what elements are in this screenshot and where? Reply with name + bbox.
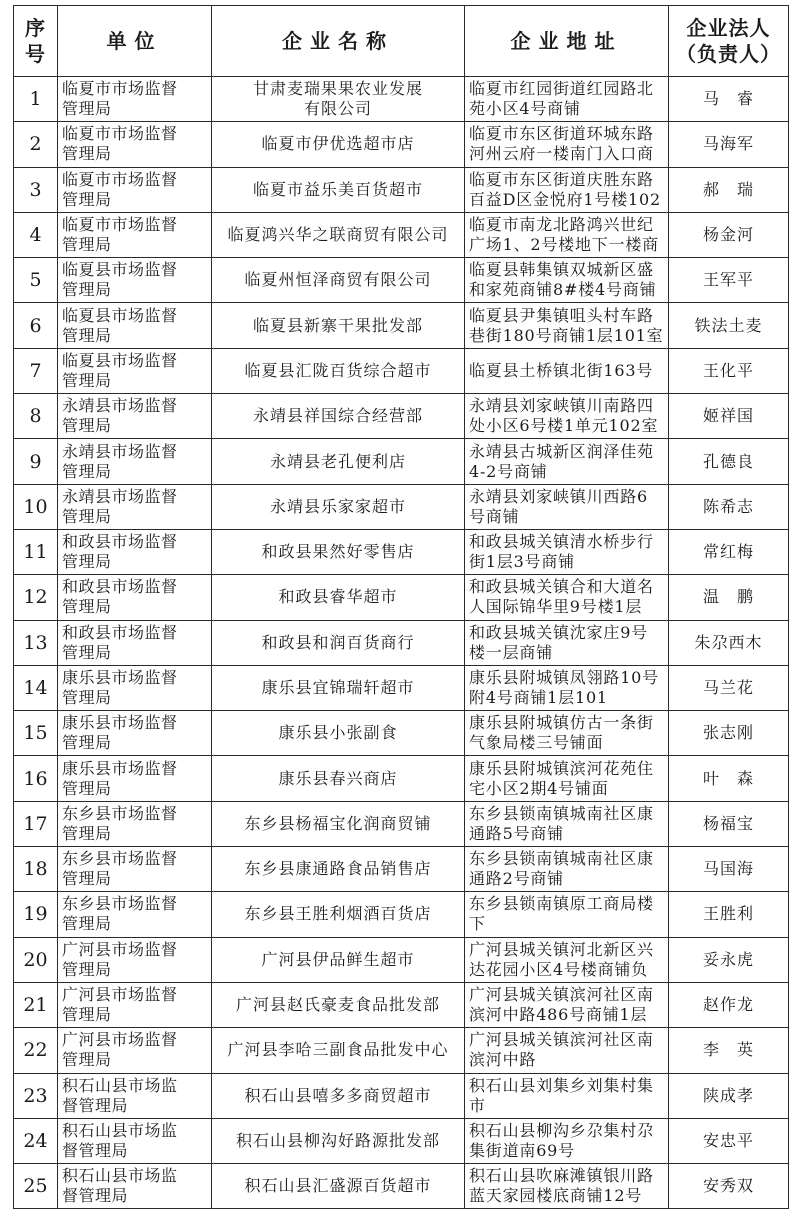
row-number-cell: 10 — [14, 484, 58, 529]
unit-cell — [58, 575, 212, 620]
row-number-cell: 2 — [14, 122, 58, 167]
enterprise-address-cell — [465, 529, 669, 574]
legal-person-cell: 王军平 — [669, 258, 789, 303]
unit-text-line: 和政县市场监督 — [62, 622, 178, 642]
row-number-cell: 19 — [14, 892, 58, 937]
legal-person-cell: 李 英 — [669, 1028, 789, 1073]
unit-text-line: 永靖县市场监督 — [62, 441, 178, 461]
row-number-cell: 9 — [14, 439, 58, 484]
unit-cell — [58, 847, 212, 892]
enterprise-address-line: 河州云府一楼南门入口商 — [469, 144, 654, 164]
legal-person-cell: 陕成孝 — [669, 1073, 789, 1118]
row-number-cell: 24 — [14, 1118, 58, 1163]
enterprise-address-line: 达花园小区4号楼商铺负 — [469, 959, 648, 979]
unit-text-line: 管理局 — [62, 642, 112, 662]
unit-cell — [58, 756, 212, 801]
enterprise-address-cell — [465, 756, 669, 801]
legal-person-cell: 张志刚 — [669, 711, 789, 756]
legal-person-cell: 常红梅 — [669, 529, 789, 574]
header-no-line-1: 序 — [25, 16, 46, 40]
header-no-line-2: 号 — [25, 42, 46, 66]
enterprise-name-cell — [212, 847, 465, 892]
table-row — [14, 77, 789, 122]
table-row — [14, 1118, 789, 1163]
unit-text-line: 广河县市场监督 — [62, 939, 178, 959]
header-name-label: 企业名称 — [282, 29, 394, 53]
unit-text-line: 临夏县市场监督 — [62, 305, 178, 325]
enterprise-name-cell — [212, 937, 465, 982]
unit-text-line: 和政县市场监督 — [62, 577, 178, 597]
table-row — [14, 620, 789, 665]
enterprise-address-cell — [465, 439, 669, 484]
enterprise-address-cell — [465, 1118, 669, 1163]
enterprise-address-line: 永靖县古城新区润泽佳苑 — [469, 441, 654, 461]
unit-cell — [58, 167, 212, 212]
unit-cell — [58, 711, 212, 756]
legal-person-cell: 赵作龙 — [669, 982, 789, 1027]
enterprise-name-line: 积石山县嘻多多商贸超市 — [244, 1085, 432, 1105]
legal-person-cell: 马国海 — [669, 847, 789, 892]
enterprise-address-line: 临夏市南龙北路鸿兴世纪 — [469, 215, 654, 235]
unit-cell — [58, 77, 212, 122]
enterprise-address-line: 广河县城关镇滨河社区南 — [469, 1030, 654, 1050]
unit-cell — [58, 258, 212, 303]
table-row — [14, 484, 789, 529]
enterprise-address-line: 附4号商铺1层101 — [469, 688, 608, 707]
enterprise-address-line: 滨河中路 — [469, 1050, 537, 1070]
enterprise-address-cell — [465, 258, 669, 303]
unit-text-line: 临夏县市场监督 — [62, 260, 178, 280]
unit-text-line: 临夏县市场监督 — [62, 350, 178, 370]
enterprise-address-cell — [465, 348, 669, 393]
enterprise-name-line: 甘肃麦瑞果果农业发展 — [252, 79, 423, 99]
enterprise-name-line: 积石山县汇盛源百货超市 — [244, 1176, 432, 1196]
table-row — [14, 1073, 789, 1118]
enterprise-name-line: 东乡县杨福宝化润商贸铺 — [244, 813, 432, 833]
enterprise-address-cell — [465, 303, 669, 348]
enterprise-name-cell — [212, 439, 465, 484]
enterprise-address-line: 蓝天家园楼底商铺12号 — [469, 1186, 643, 1206]
unit-cell — [58, 484, 212, 529]
unit-text-line: 管理局 — [62, 552, 112, 572]
enterprise-address-line: 通路5号商铺 — [469, 823, 564, 843]
enterprise-address-line: 康乐县附城镇仿古一条街 — [469, 713, 654, 733]
unit-text-line: 管理局 — [62, 959, 112, 979]
unit-text-line: 管理局 — [62, 914, 112, 934]
enterprise-address-cell — [465, 982, 669, 1027]
enterprise-address-line: 永靖县刘家峡镇川南路四 — [469, 396, 654, 416]
unit-text-line: 管理局 — [62, 688, 112, 707]
enterprise-address-line: 和政县城关镇清水桥步行 — [469, 532, 654, 552]
row-number-cell: 20 — [14, 937, 58, 982]
enterprise-name-cell — [212, 892, 465, 937]
unit-cell — [58, 982, 212, 1027]
unit-text-line: 永靖县市场监督 — [62, 486, 178, 506]
enterprise-address-cell — [465, 1073, 669, 1118]
legal-person-cell: 孔德良 — [669, 439, 789, 484]
enterprise-address-line: 和家苑商铺8#楼4号商铺 — [469, 280, 657, 300]
row-number-cell: 22 — [14, 1028, 58, 1073]
row-number-cell: 8 — [14, 394, 58, 439]
unit-cell — [58, 620, 212, 665]
unit-text-line: 康乐县市场监督 — [62, 713, 178, 733]
enterprise-address-line: 和政县城关镇沈家庄9号 — [469, 622, 648, 642]
enterprise-address-line: 楼一层商铺 — [469, 642, 554, 662]
table-row — [14, 212, 789, 257]
enterprise-address-cell — [465, 620, 669, 665]
enterprise-table-wrapper — [13, 5, 788, 1209]
enterprise-name-line: 永靖县乐家家超市 — [269, 496, 406, 516]
unit-cell — [58, 1118, 212, 1163]
enterprise-address-cell — [465, 711, 669, 756]
enterprise-address-line: 滨河中路486号商铺1层 — [469, 1005, 648, 1025]
legal-person-cell: 马海军 — [669, 122, 789, 167]
enterprise-address-line: 街1层3号商铺 — [469, 552, 575, 572]
enterprise-name-line: 东乡县康通路食品销售店 — [244, 859, 432, 879]
enterprise-name-cell — [212, 77, 465, 122]
enterprise-address-line: 临夏县韩集镇双城新区盛 — [469, 260, 654, 280]
enterprise-address-line: 临夏市红园街道红园路北 — [469, 79, 654, 99]
table-body — [14, 77, 789, 1209]
legal-person-cell: 王胜利 — [669, 892, 789, 937]
row-number-cell: 17 — [14, 801, 58, 846]
enterprise-address-cell — [465, 394, 669, 439]
table-row — [14, 529, 789, 574]
unit-cell — [58, 892, 212, 937]
header-person-line-2: （负责人） — [676, 42, 781, 66]
unit-cell — [58, 937, 212, 982]
row-number-cell: 23 — [14, 1073, 58, 1118]
table-row — [14, 439, 789, 484]
unit-text-line: 管理局 — [62, 325, 112, 345]
unit-cell — [58, 1164, 212, 1209]
unit-text-line: 管理局 — [62, 416, 112, 436]
enterprise-address-cell — [465, 122, 669, 167]
header-address — [465, 6, 669, 77]
legal-person-cell: 朱尕西木 — [669, 620, 789, 665]
unit-text-line: 管理局 — [62, 506, 112, 526]
unit-text-line: 督管理局 — [62, 1140, 129, 1160]
unit-cell — [58, 394, 212, 439]
row-number-cell: 12 — [14, 575, 58, 620]
row-number-cell: 7 — [14, 348, 58, 393]
enterprise-table — [13, 5, 789, 1209]
row-number-cell: 21 — [14, 982, 58, 1027]
legal-person-cell: 温 鹏 — [669, 575, 789, 620]
legal-person-cell: 安忠平 — [669, 1118, 789, 1163]
unit-text-line: 管理局 — [62, 597, 112, 617]
enterprise-address-line: 号商铺 — [469, 506, 520, 526]
legal-person-cell: 王化平 — [669, 348, 789, 393]
table-row — [14, 258, 789, 303]
table-row — [14, 847, 789, 892]
enterprise-address-line: 广场1、2号楼地下一楼商 — [469, 235, 659, 255]
unit-text-line: 康乐县市场监督 — [62, 758, 178, 778]
enterprise-name-line: 临夏市伊优选超市店 — [261, 134, 415, 154]
enterprise-name-cell — [212, 620, 465, 665]
unit-text-line: 康乐县市场监督 — [62, 668, 178, 687]
enterprise-name-cell — [212, 167, 465, 212]
row-number-cell: 14 — [14, 665, 58, 710]
enterprise-name-cell — [212, 1073, 465, 1118]
unit-text-line: 管理局 — [62, 461, 112, 481]
header-unit-label: 单位 — [106, 29, 163, 53]
enterprise-address-line: 通路2号商铺 — [469, 869, 564, 889]
table-row — [14, 982, 789, 1027]
enterprise-name-cell — [212, 756, 465, 801]
enterprise-address-line: 康乐县附城镇滨河花苑住 — [469, 758, 654, 778]
enterprise-name-line: 临夏市益乐美百货超市 — [252, 179, 423, 199]
unit-text-line: 管理局 — [62, 869, 112, 889]
enterprise-name-line: 永靖县老孔便利店 — [269, 451, 406, 471]
enterprise-address-line: 永靖县刘家峡镇川西路6 — [469, 486, 648, 506]
enterprise-address-cell — [465, 801, 669, 846]
header-person-line-1: 企业法人 — [686, 16, 771, 40]
table-row — [14, 1164, 789, 1209]
legal-person-cell: 叶 森 — [669, 756, 789, 801]
unit-text-line: 管理局 — [62, 99, 112, 119]
unit-cell — [58, 439, 212, 484]
enterprise-address-cell — [465, 167, 669, 212]
enterprise-name-line: 康乐县春兴商店 — [278, 768, 398, 788]
unit-text-line: 广河县市场监督 — [62, 985, 178, 1005]
legal-person-cell: 铁法土麦 — [669, 303, 789, 348]
enterprise-name-line: 有限公司 — [303, 99, 372, 119]
table-row — [14, 801, 789, 846]
unit-text-line: 管理局 — [62, 733, 112, 753]
enterprise-name-cell — [212, 303, 465, 348]
legal-person-cell: 妥永虎 — [669, 937, 789, 982]
unit-text-line: 督管理局 — [62, 1095, 129, 1115]
row-number-cell: 1 — [14, 77, 58, 122]
legal-person-cell: 杨金河 — [669, 212, 789, 257]
enterprise-name-line: 临夏县新寨干果批发部 — [252, 315, 423, 335]
enterprise-name-cell — [212, 665, 465, 710]
table-row — [14, 348, 789, 393]
table-header — [14, 6, 789, 77]
legal-person-cell: 马兰花 — [669, 665, 789, 710]
enterprise-name-line: 临夏县汇陇百货综合超市 — [244, 360, 432, 380]
enterprise-address-cell — [465, 892, 669, 937]
enterprise-address-line: 集街道南69号 — [469, 1140, 575, 1160]
unit-cell — [58, 665, 212, 710]
enterprise-address-cell — [465, 484, 669, 529]
unit-text-line: 管理局 — [62, 370, 112, 390]
legal-person-cell: 杨福宝 — [669, 801, 789, 846]
row-number-cell: 13 — [14, 620, 58, 665]
enterprise-address-line: 人国际锦华里9号楼1层 — [469, 597, 643, 617]
enterprise-address-line: 处小区6号楼1单元102室 — [469, 416, 659, 436]
enterprise-name-line: 永靖县祥国综合经营部 — [252, 406, 423, 426]
enterprise-address-line: 百益D区金悦府1号楼102 — [469, 189, 661, 209]
enterprise-name-line: 积石山县柳沟好路源批发部 — [235, 1130, 440, 1150]
row-number-cell: 15 — [14, 711, 58, 756]
row-number-cell: 25 — [14, 1164, 58, 1209]
enterprise-address-line: 临夏市东区街道庆胜东路 — [469, 169, 654, 189]
enterprise-name-line: 临夏鸿兴华之联商贸有限公司 — [227, 225, 449, 245]
enterprise-name-cell — [212, 122, 465, 167]
unit-cell — [58, 1073, 212, 1118]
enterprise-address-cell — [465, 937, 669, 982]
enterprise-address-line: 广河县城关镇河北新区兴 — [469, 939, 654, 959]
enterprise-name-cell — [212, 394, 465, 439]
unit-text-line: 管理局 — [62, 823, 112, 843]
enterprise-name-line: 和政县和润百货商行 — [261, 632, 415, 652]
enterprise-name-cell — [212, 1028, 465, 1073]
table-row — [14, 394, 789, 439]
table-row — [14, 937, 789, 982]
enterprise-name-line: 广河县赵氏豪麦食品批发部 — [235, 995, 440, 1015]
unit-text-line: 督管理局 — [62, 1186, 129, 1206]
enterprise-address-line: 和政县城关镇合和大道名 — [469, 577, 654, 597]
unit-text-line: 管理局 — [62, 1005, 112, 1025]
enterprise-address-cell — [465, 77, 669, 122]
unit-text-line: 管理局 — [62, 235, 112, 255]
unit-text-line: 积石山县市场监 — [62, 1120, 178, 1140]
enterprise-name-cell — [212, 575, 465, 620]
header-no — [14, 6, 58, 77]
legal-person-cell: 姬祥国 — [669, 394, 789, 439]
enterprise-address-line: 东乡县锁南镇城南社区康 — [469, 803, 654, 823]
enterprise-name-line: 和政县睿华超市 — [278, 587, 398, 607]
table-row — [14, 575, 789, 620]
enterprise-name-cell — [212, 348, 465, 393]
header-unit — [58, 6, 212, 77]
enterprise-address-line: 宅小区2期4号铺面 — [469, 778, 609, 798]
unit-text-line: 临夏市市场监督 — [62, 79, 178, 99]
enterprise-name-cell — [212, 212, 465, 257]
enterprise-name-line: 东乡县王胜利烟酒百货店 — [244, 904, 432, 924]
row-number-cell: 3 — [14, 167, 58, 212]
enterprise-address-line: 临夏县土桥镇北街163号 — [469, 360, 654, 380]
enterprise-name-line: 广河县伊品鲜生超市 — [261, 949, 415, 969]
enterprise-name-cell — [212, 1118, 465, 1163]
unit-text-line: 永靖县市场监督 — [62, 396, 178, 416]
enterprise-address-cell — [465, 212, 669, 257]
unit-text-line: 管理局 — [62, 189, 112, 209]
enterprise-name-line: 广河县李哈三副食品批发中心 — [227, 1040, 449, 1060]
unit-text-line: 管理局 — [62, 778, 112, 798]
unit-text-line: 东乡县市场监督 — [62, 849, 178, 869]
row-number-cell: 5 — [14, 258, 58, 303]
table-row — [14, 1028, 789, 1073]
enterprise-address-line: 气象局楼三号铺面 — [469, 733, 604, 753]
unit-cell — [58, 303, 212, 348]
enterprise-address-line: 4-2号商铺 — [469, 461, 548, 481]
enterprise-address-line: 广河县城关镇滨河社区南 — [469, 985, 654, 1005]
table-row — [14, 303, 789, 348]
enterprise-address-line: 市 — [469, 1095, 486, 1115]
unit-text-line: 东乡县市场监督 — [62, 803, 178, 823]
unit-text-line: 临夏市市场监督 — [62, 215, 178, 235]
unit-text-line: 广河县市场监督 — [62, 1030, 178, 1050]
unit-cell — [58, 1028, 212, 1073]
table-row — [14, 665, 789, 710]
unit-cell — [58, 348, 212, 393]
enterprise-address-cell — [465, 1164, 669, 1209]
enterprise-name-line: 临夏州恒泽商贸有限公司 — [244, 270, 432, 290]
header-name — [212, 6, 465, 77]
enterprise-address-line: 积石山县刘集乡刘集村集 — [469, 1075, 654, 1095]
enterprise-name-line: 康乐县小张副食 — [278, 723, 398, 743]
row-number-cell: 6 — [14, 303, 58, 348]
legal-person-cell: 郝 瑞 — [669, 167, 789, 212]
unit-text-line: 管理局 — [62, 144, 112, 164]
table-row — [14, 711, 789, 756]
enterprise-address-cell — [465, 575, 669, 620]
enterprise-name-line: 和政县果然好零售店 — [261, 542, 415, 562]
row-number-cell: 11 — [14, 529, 58, 574]
enterprise-address-line: 苑小区4号商铺 — [469, 99, 581, 119]
unit-text-line: 和政县市场监督 — [62, 532, 178, 552]
unit-text-line: 临夏市市场监督 — [62, 169, 178, 189]
enterprise-name-cell — [212, 529, 465, 574]
unit-cell — [58, 529, 212, 574]
enterprise-address-line: 东乡县锁南镇城南社区康 — [469, 849, 654, 869]
enterprise-name-cell — [212, 484, 465, 529]
enterprise-address-line: 积石山县吹麻滩镇银川路 — [469, 1166, 654, 1186]
table-row — [14, 122, 789, 167]
enterprise-address-cell — [465, 847, 669, 892]
unit-cell — [58, 122, 212, 167]
enterprise-address-line: 康乐县附城镇凤翎路10号 — [469, 668, 659, 687]
legal-person-cell: 陈希志 — [669, 484, 789, 529]
enterprise-name-cell — [212, 711, 465, 756]
row-number-cell: 16 — [14, 756, 58, 801]
unit-text-line: 积石山县市场监 — [62, 1166, 178, 1186]
enterprise-address-line: 东乡县锁南镇原工商局楼 — [469, 894, 654, 914]
legal-person-cell: 安秀双 — [669, 1164, 789, 1209]
enterprise-address-line: 下 — [469, 914, 486, 934]
unit-text-line: 东乡县市场监督 — [62, 894, 178, 914]
table-row — [14, 892, 789, 937]
enterprise-address-line: 临夏县尹集镇咀头村车路 — [469, 305, 654, 325]
unit-text-line: 临夏市市场监督 — [62, 124, 178, 144]
unit-text-line: 积石山县市场监 — [62, 1075, 178, 1095]
table-row — [14, 167, 789, 212]
row-number-cell: 18 — [14, 847, 58, 892]
unit-text-line: 管理局 — [62, 280, 112, 300]
legal-person-cell: 马 睿 — [669, 77, 789, 122]
header-row — [14, 6, 789, 77]
unit-cell — [58, 212, 212, 257]
enterprise-name-cell — [212, 1164, 465, 1209]
table-row — [14, 756, 789, 801]
enterprise-address-line: 巷街180号商铺1层101室 — [469, 325, 664, 345]
enterprise-name-cell — [212, 982, 465, 1027]
enterprise-address-line: 临夏市东区街道环城东路 — [469, 124, 654, 144]
row-number-cell: 4 — [14, 212, 58, 257]
unit-cell — [58, 801, 212, 846]
header-address-label: 企业地址 — [510, 29, 623, 53]
enterprise-address-cell — [465, 1028, 669, 1073]
enterprise-address-line: 积石山县柳沟乡尕集村尕 — [469, 1120, 654, 1140]
enterprise-name-cell — [212, 258, 465, 303]
unit-text-line: 管理局 — [62, 1050, 112, 1070]
enterprise-name-cell — [212, 801, 465, 846]
enterprise-address-cell — [465, 665, 669, 710]
enterprise-name-line: 康乐县宜锦瑞轩超市 — [261, 678, 415, 697]
header-person — [669, 6, 789, 77]
